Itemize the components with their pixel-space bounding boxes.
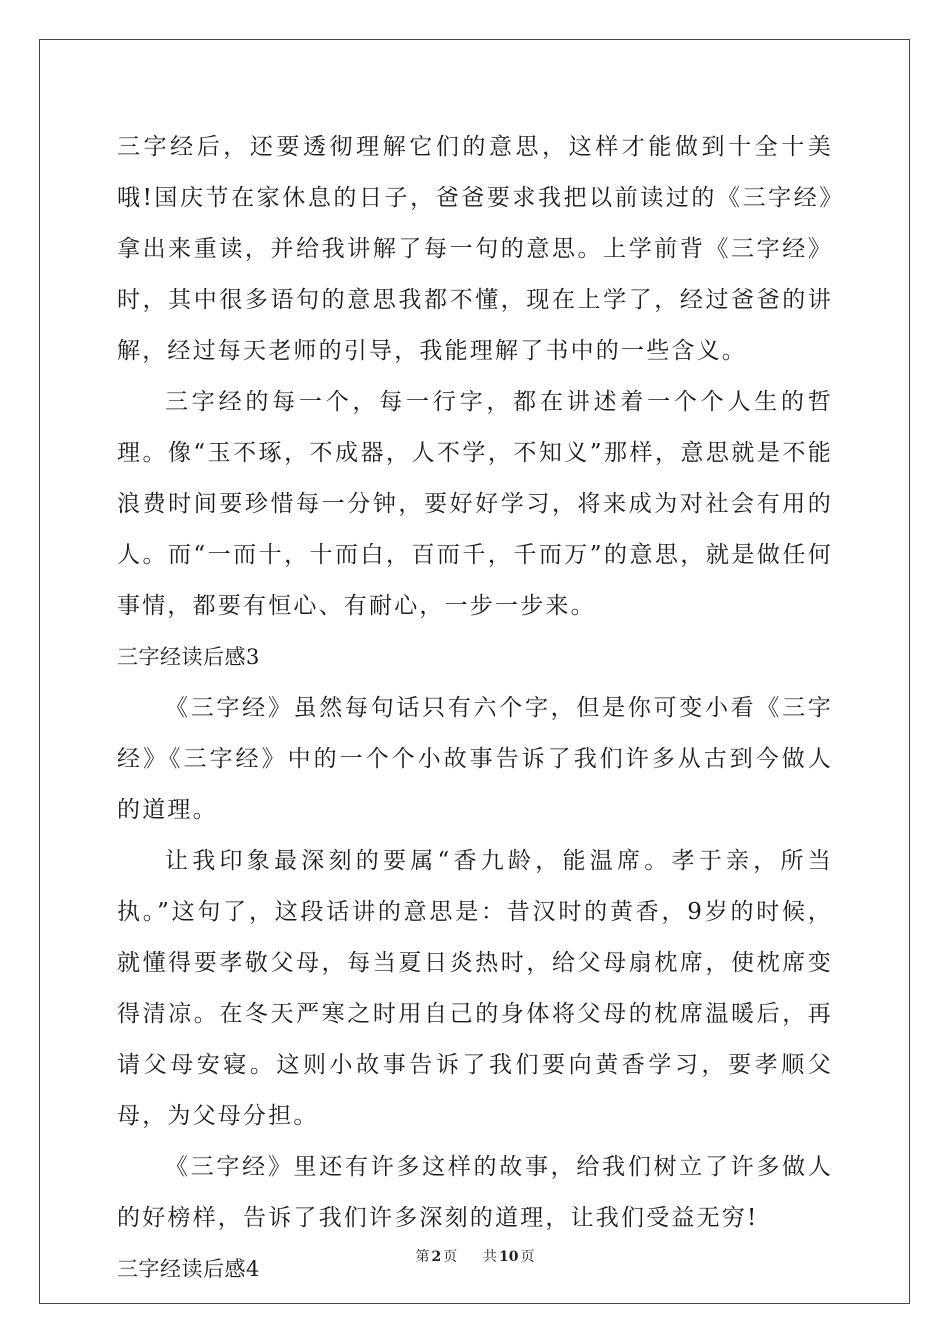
page-number: 第 2 页 [415,1249,458,1265]
page-footer [0,1246,950,1266]
document-body [117,122,833,1295]
page-total: 共 10 页 [483,1249,535,1265]
paragraph-1: 三字经后，还要透彻理解它们的意思，这样才能做到十全十美哦!国庆节在家休息的日子，爸爸要求我把以前读过的《三字经》拿出来重读，并给我讲解了每一句的意思。上学前背《三字经》时，其中很多语句的意思我都不懂，现在上学了，经过爸爸的讲解，经过每天老师的引导，我能理解了书中的一些含义。 [117,134,833,364]
section-heading-3: 三字经读后感3 [117,645,260,669]
paragraph-3: 《三字经》虽然每句话只有六个字，但是你可变小看《三字经》《三字经》中的一个个小故事告诉了我们许多从古到今做人的道理。 [117,695,833,823]
paragraph-2: 三字经的每一个，每一行字，都在讲述着一个个人生的哲理。像“玉不琢，不成器，人不学，不知义”那样，意思就是不能浪费时间要珍惜每一分钟，要好好学习，将来成为对社会有用的人。而“一而十，十而白，百而千，千而万”的意思，就是做任何事情，都要有恒心、有耐心，一步一步来。 [117,389,833,619]
paragraph-4: 让我印象最深刻的要属“香九龄，能温席。孝于亲，所当执。”这句了，这段话讲的意思是：昔汉时的黄香，9岁的时候，就懂得要孝敬父母，每当夏日炎热时，给父母扇枕席，使枕席变得清凉。在冬天严寒之时用自己的身体将父母的枕席温暖后，再请父母安寝。这则小故事告诉了我们要向黄香学习，要孝顺父母，为父母分担。 [117,848,833,1129]
section-heading-4: 三字经读后感4 [117,1257,260,1281]
paragraph-5: 《三字经》里还有许多这样的故事，给我们树立了许多做人的好榜样，告诉了我们许多深刻的道理，让我们受益无穷! [117,1154,833,1231]
